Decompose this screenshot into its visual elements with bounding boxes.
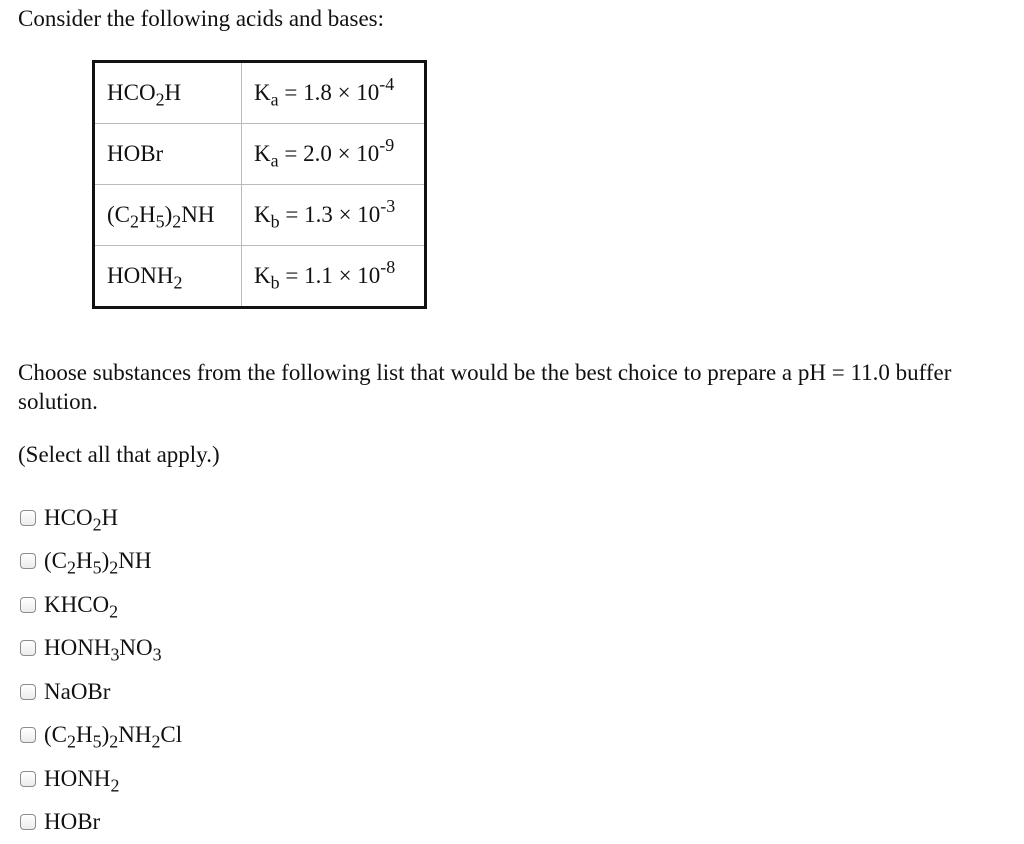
option-label[interactable] [44,765,120,796]
option-label-text: (C [44,548,67,574]
k-mantissa: = 1.3 × 10 [279,202,381,227]
k-subscript: a [270,150,279,171]
formula-text: NH [181,202,215,227]
k-mantissa: = 1.8 × 10 [278,80,380,105]
dissociation-constant [242,124,426,185]
option-checkbox[interactable] [20,510,36,526]
compound-formula [94,246,242,308]
dissociation-constant [242,185,426,246]
formula-subscript: 2 [172,211,182,232]
k-subscript: b [270,211,280,232]
compound-formula [94,185,242,246]
option-checkbox[interactable] [20,553,36,569]
table-row [94,246,426,308]
option-label[interactable] [44,591,119,622]
intro-text: Consider the following acids and bases: [18,6,385,31]
option-honh3no3[interactable] [20,627,182,671]
option-c2h5-2nh[interactable] [20,540,182,584]
instruction-text: (Select all that apply.) [18,442,220,467]
formula-text: HOBr [107,141,164,166]
answer-options [20,496,182,844]
k-mantissa: = 2.0 × 10 [278,141,380,166]
compound-formula [94,62,242,124]
option-label-text: (C [44,722,67,748]
option-label[interactable] [44,679,110,705]
formula-text: H [164,80,182,105]
option-checkbox[interactable] [20,684,36,700]
option-label[interactable] [44,722,183,752]
option-label-subscript: 2 [109,601,119,622]
option-label-subscript: 2 [92,514,102,535]
option-label-text: HCO [44,504,93,530]
option-label-text: HONH [44,765,111,791]
option-label-text: NH [118,548,152,574]
k-symbol: K [254,202,271,227]
table-row [94,185,426,246]
k-exponent: -8 [380,257,396,278]
option-honh2[interactable] [20,757,182,801]
option-label-subscript: 2 [109,557,119,578]
dissociation-constant [242,62,426,124]
compound-formula [94,124,242,185]
option-label-text: H [75,722,93,748]
option-label-text: HOBr [44,809,101,835]
option-label-text: ) [101,722,110,748]
formula-text: (C [107,202,130,227]
option-label-subscript: 2 [67,557,76,578]
option-label-subscript: 2 [67,731,76,752]
option-c2h5-2nh2cl[interactable] [20,714,182,758]
option-hco2h[interactable] [20,496,182,540]
formula-text: HCO [107,80,156,105]
option-label-text: HONH [44,635,111,661]
option-label-text: ) [101,548,110,574]
option-label-text: H [101,504,119,530]
option-label[interactable] [44,548,152,578]
dissociation-constant [242,246,426,308]
option-label-subscript: 3 [152,644,162,665]
option-label-text: KHCO [44,591,110,617]
formula-subscript: 2 [173,272,183,293]
option-label-subscript: 5 [92,557,102,578]
formula-text: H [138,202,156,227]
k-subscript: a [270,89,279,110]
k-symbol: K [254,141,271,166]
option-label[interactable] [44,635,162,665]
k-subscript: b [270,272,280,293]
option-label-subscript: 3 [110,644,120,665]
formula-subscript: 2 [155,89,165,110]
option-khco2[interactable] [20,583,182,627]
constants-table [92,60,427,309]
option-checkbox[interactable] [20,771,36,787]
k-exponent: -4 [379,74,395,95]
table-row [94,62,426,124]
formula-text: ) [164,202,173,227]
option-checkbox[interactable] [20,597,36,613]
option-label[interactable] [44,504,119,535]
table-row [94,124,426,185]
option-label-text: NO [119,635,153,661]
option-label-text: H [75,548,93,574]
option-hobr[interactable] [20,801,182,844]
question-text: Choose substances from the following list that would be the best choice to prepare a pH = 11.0 buffer solution. [18,360,952,414]
k-mantissa: = 1.1 × 10 [279,263,381,288]
option-checkbox[interactable] [20,727,36,743]
formula-subscript: 5 [155,211,165,232]
k-exponent: -9 [379,135,395,156]
option-checkbox[interactable] [20,640,36,656]
option-naobr[interactable] [20,670,182,714]
option-label-text: NaOBr [44,678,111,704]
option-label-subscript: 5 [92,731,102,752]
formula-subscript: 2 [130,211,139,232]
option-label-text: NH [118,722,152,748]
k-symbol: K [254,80,271,105]
k-symbol: K [254,263,271,288]
option-label-subscript: 2 [151,731,161,752]
formula-text: HONH [107,263,174,288]
option-checkbox[interactable] [20,814,36,830]
option-label[interactable] [44,809,100,835]
k-exponent: -3 [380,196,396,217]
option-label-subscript: 2 [109,731,119,752]
option-label-text: Cl [160,722,183,748]
option-label-subscript: 2 [110,775,120,796]
